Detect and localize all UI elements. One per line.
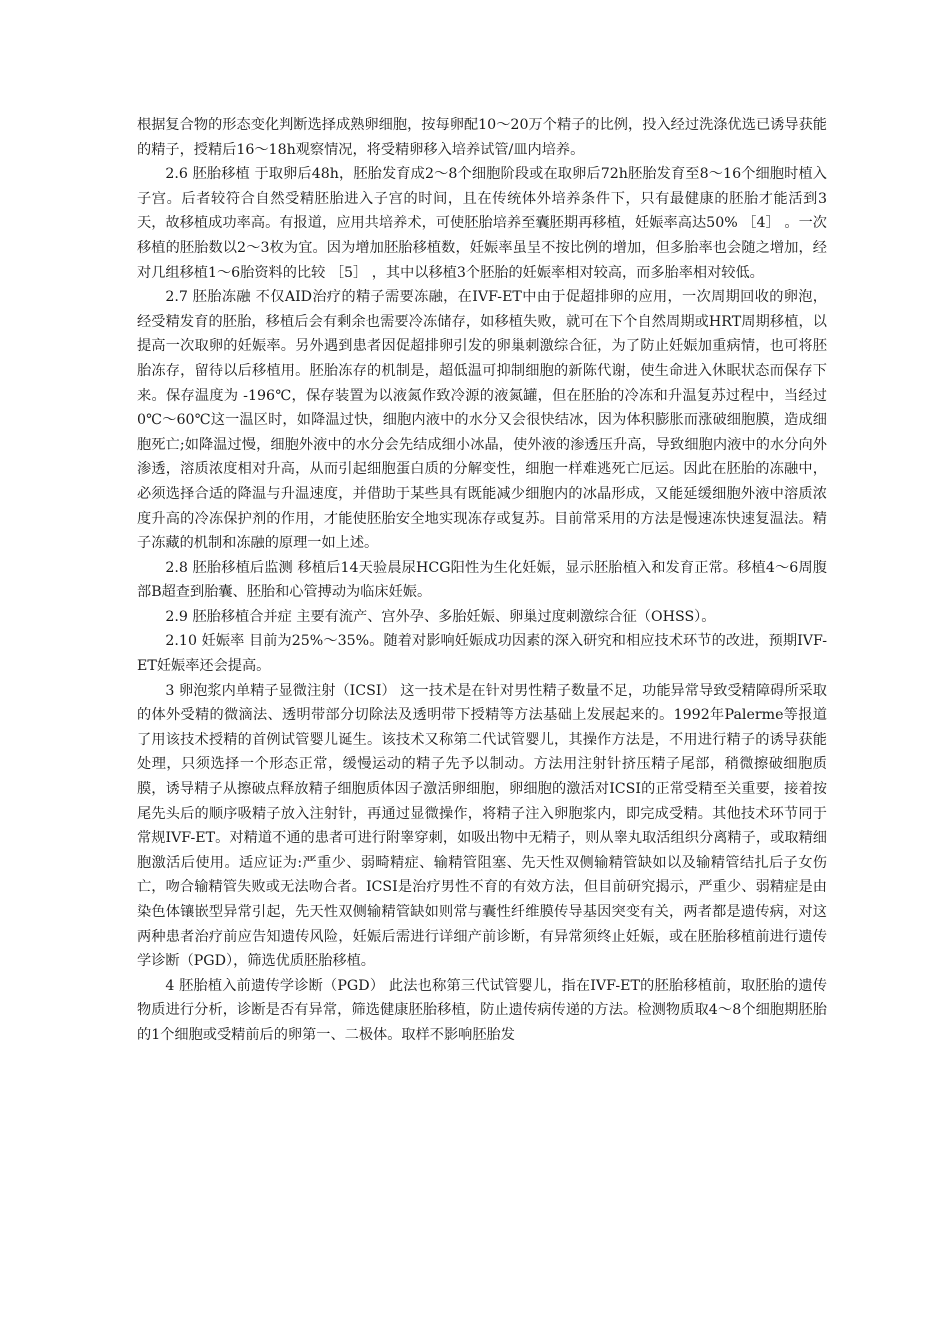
paragraph-4-pgd: 4 胚胎植入前遗传学诊断（PGD） 此法也称第三代试管婴儿，指在IVF-ET的胚胎移植前，取胚胎的遗传物质进行分析，诊断是否有异常，筛选健康胚胎移植，防止遗传病传递的方法。检测物质取4～8个细胞期胚胎的1个细胞或受精前后的卵第一、二极体。取样不影响胚胎发 xyxy=(137,977,827,1043)
paragraph-2-9-complications: 2.9 胚胎移植合并症 主要有流产、宫外孕、多胎妊娠、卵巢过度刺激综合征（OHSS）。 xyxy=(165,608,716,625)
paragraph-2-8-post-transfer-monitoring: 2.8 胚胎移植后监测 移植后14天验晨尿HCG阳性为生化妊娠，显示胚胎植入和发育正常。移植4～6周腹部B超查到胎囊、胚胎和心管搏动为临床妊娠。 xyxy=(137,559,827,601)
paragraph-oocyte-insemination: 根据复合物的形态变化判断选择成熟卵细胞，按每卵配10～20万个精子的比例，投入经过洗涤优选已诱导获能的精子，授精后16～18h观察情况，将受精卵移入培养试管/皿内培养。 xyxy=(137,117,827,158)
paragraph-2-10-pregnancy-rate: 2.10 妊娠率 目前为25%～35%。随着对影响妊娠成功因素的深入研究和相应技术环节的改进，预期IVF-ET妊娠率还会提高。 xyxy=(137,633,827,675)
document-page xyxy=(137,113,827,1048)
paragraph-3-icsi: 3 卵泡浆内单精子显微注射（ICSI） 这一技术是在针对男性精子数量不足，功能异常导致受精障碍所采取的体外受精的微滴法、透明带部分切除法及透明带下授精等方法基础上发展起来的。1992年Palerme等报道了用该技术授精的首例试管婴儿诞生。该技术又称第二代试管婴儿，其操作方法是，不用进行精子的诱导获能处理，只须选择一个形态正常，缓慢运动的精子先予以制动。方法用注射针挤压精子尾部，稍微擦破细胞质膜，诱导精子从擦破点释放精子细胞质体因子激活卵细胞，卵细胞的激活对ICSI的正常受精至关重要，接着按尾先头后的顺序吸精子放入注射针，再通过显微操作，将精子注入卵胞浆内，即完成受精。其他技术环节同于常规IVF-ET。对精道不通的患者可进行附睾穿刺，如吸出物中无精子，则从睾丸取活组织分离精子，或取精细胞激活后使用。适应证为:严重少、弱畸精症、输精管阻塞、先天性双侧输精管缺如以及输精管结扎后子女伤亡，吻合输精管失败或无法吻合者。ICSI是治疗男性不育的有效方法，但目前研究揭示，严重少、弱精症是由染色体镶嵌型异常引起，先天性双侧输精管缺如则常与囊性纤维膜传导基因突变有关，两者都是遗传病，对这两种患者治疗前应告知遗传风险，妊娠后需进行详细产前诊断，有异常须终止妊娠，或在胚胎移植前进行遗传学诊断（PGD），筛选优质胚胎移植。 xyxy=(137,682,827,970)
paragraph-2-7-embryo-freezing: 2.7 胚胎冻融 不仅AID治疗的精子需要冻融，在IVF-ET中由于促超排卵的应用，一次周期回收的卵泡，经受精发育的胚胎，移植后会有剩余也需要冷冻储存，如移植失败，就可在下个自然周期或HRT周期移植，以提高一次取卵的妊娠率。另外遇到患者因促超排卵引发的卵巢刺激综合征，为了防止妊娠加重病情，也可将胚胎冻存，留待以后移植用。胚胎冻存的机制是，超低温可抑制细胞的新陈代谢，使生命进入休眠状态而保存下来。保存温度为 -196℃，保存装置为以液氮作致冷源的液氮罐，但在胚胎的冷冻和升温复苏过程中，当经过0℃～60℃这一温区时，如降温过快，细胞内液中的水分又会很快结冰，因为体积膨胀而涨破细胞膜，造成细胞死亡;如降温过慢，细胞外液中的水分会先结成细小冰晶，使外液的渗透压升高，导致细胞内液中的水分向外渗透，溶质浓度相对升高，从而引起细胞蛋白质的分解变性，细胞一样难逃死亡厄运。因此在胚胎的冻融中，必须选择合适的降温与升温速度，并借助于某些具有既能减少细胞内的冰晶形成，又能延缓细胞外液中溶质浓度升高的冷冻保护剂的作用，才能使胚胎安全地实现冻存或复苏。目前常采用的方法是慢速冻快速复温法。精子冻藏的机制和冻融的原理一如上述。 xyxy=(137,289,827,552)
paragraph-2-6-embryo-transfer: 2.6 胚胎移植 于取卵后48h，胚胎发育成2～8个细胞阶段或在取卵后72h胚胎发育至8～16个细胞时植入子宫。后者较符合自然受精胚胎进入子宫的时间，且在传统体外培养条件下，只有最健康的胚胎才能活到3天，故移植成功率高。有报道，应用共培养术，可使胚胎培养至囊胚期再移植，妊娠率高达50% ［4］ 。一次移植的胚胎数以2～3枚为宜。因为增加胚胎移植数，妊娠率虽呈不按比例的增加，但多胎率也会随之增加，经对几组移植1～6胎资料的比较 ［5］ ，其中以移植3个胚胎的妊娠率相对较高，而多胎率相对较低。 xyxy=(137,166,827,281)
